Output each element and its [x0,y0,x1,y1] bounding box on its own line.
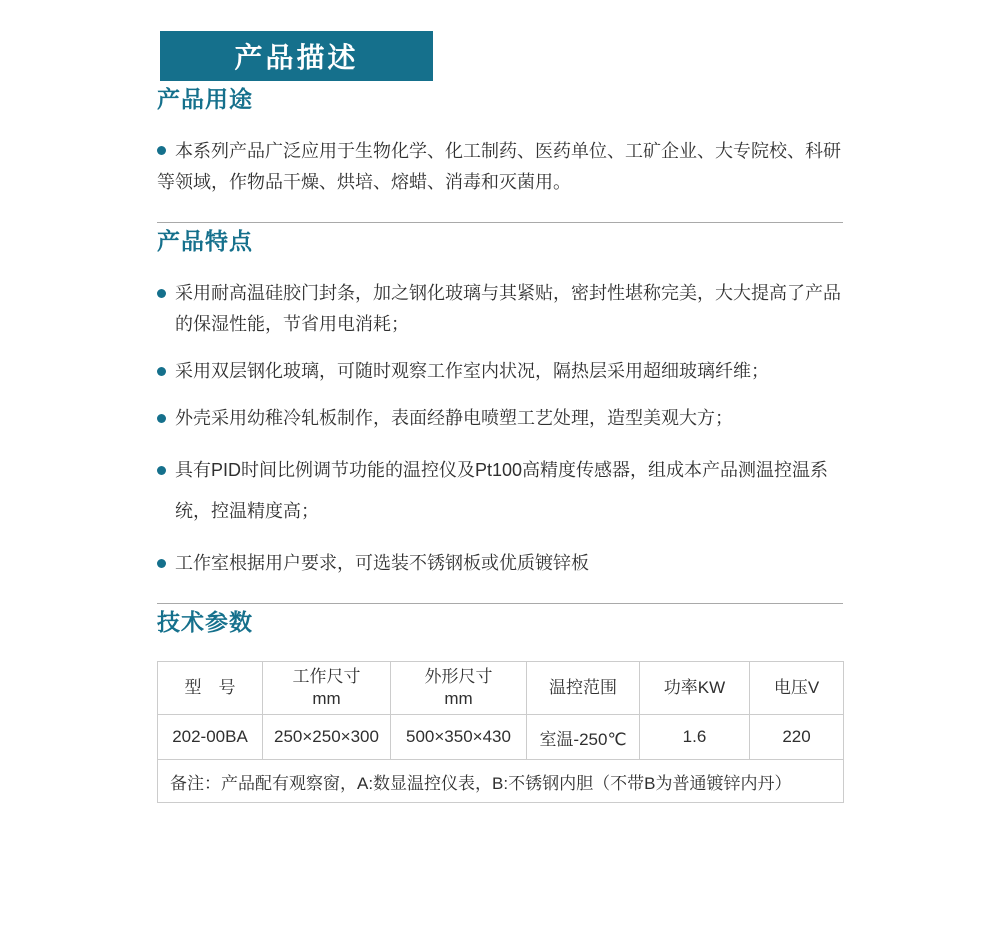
cell-work-size: 250×250×300 [263,715,391,760]
header-line: 电压V [773,678,820,697]
col-header-work-size [263,662,391,715]
feature-item [157,548,843,579]
bullet-dot-icon [157,414,166,423]
bullet-dot-icon [157,146,166,155]
specs-header-row [158,662,844,715]
specs-note: 备注：产品配有观察窗，A:数显温控仪表，B:不锈钢内胆（不带B为普通镀锌内丹） [158,760,844,803]
banner-title: 产品描述 [234,42,359,73]
feature-text: 采用双层钢化玻璃，可随时观察工作室内状况，隔热层采用超细玻璃纤维； [175,361,769,381]
usage-text: 本系列产品广泛应用于生物化学、化工制药、医药单位、工矿企业、大专院校、科研等领域，作物品干燥、烘培、熔蜡、消毒和灭菌用。 [157,141,841,192]
bullet-dot-icon [157,367,166,376]
header-line: mm [312,689,341,708]
specs-table [157,661,844,803]
bullet-dot-icon [157,466,166,475]
page-content [157,81,843,803]
col-header-model [158,662,263,715]
features-list [157,278,843,579]
features-section-heading: 产品特点 [157,228,253,254]
header-line: 功率KW [663,678,726,697]
bullet-dot-icon [157,559,166,568]
header-line: 温控范围 [549,678,617,697]
cell-model: 202-00BA [158,715,263,760]
specs-note-row [158,760,844,803]
col-header-temp-range [527,662,640,715]
product-description-banner [160,31,433,81]
feature-item [157,450,843,532]
feature-text: 采用耐高温硅胶门封条，加之钢化玻璃与其紧贴，密封性堪称完美，大大提高了产品的保湿性能，节省用电消耗； [175,283,841,334]
header-line: 工作尺寸 [292,667,361,686]
feature-item [157,403,843,434]
header-line: mm [444,689,473,708]
usage-paragraph [157,136,843,198]
col-header-outer-size [391,662,527,715]
feature-text: 外壳采用幼稚冷轧板制作，表面经静电喷塑工艺处理，造型美观大方； [175,408,733,428]
header-line: 外形尺寸 [424,667,493,686]
feature-item [157,356,843,387]
bullet-dot-icon [157,289,166,298]
feature-text: 工作室根据用户要求，可选装不锈钢板或优质镀锌板 [175,553,589,573]
col-header-voltage [750,662,844,715]
cell-power: 1.6 [640,715,750,760]
feature-text: 具有PID时间比例调节功能的温控仪及Pt100高精度传感器，组成本产品测温控温系统，控温精度高； [175,460,829,521]
cell-temp-range: 室温-250℃ [527,715,640,760]
col-header-power [640,662,750,715]
specs-data-row [158,715,844,760]
feature-item [157,278,843,340]
usage-section-heading: 产品用途 [157,86,253,112]
cell-voltage: 220 [750,715,844,760]
header-line: 型 号 [184,678,236,697]
cell-outer-size: 500×350×430 [391,715,527,760]
specs-section-heading: 技术参数 [157,609,253,635]
